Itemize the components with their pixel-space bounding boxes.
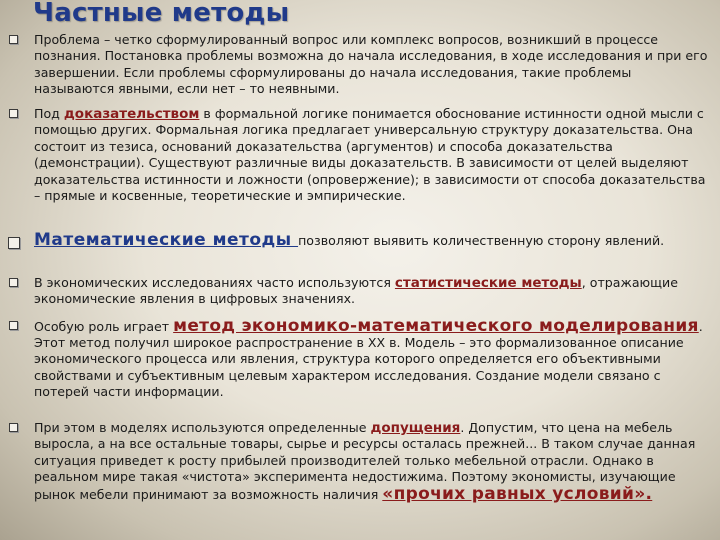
bullet-modeling xyxy=(34,318,710,400)
term-ceteris-paribus: «прочих равных условий». xyxy=(382,483,653,504)
term-assumptions: допущения xyxy=(370,420,461,436)
bullet-marker-icon xyxy=(8,237,20,249)
bullet-statistics xyxy=(34,275,710,308)
term-math-methods: Математические методы xyxy=(34,230,299,250)
bullet-text-post: . Этот метод получил широкое распространение в XX в. Модель – это формализованное описание экономического процесса или явления, структура которого определяется его объективными свойствами и субъективным целевым характером исследования. Создание модели связано с потерей части информации. xyxy=(34,319,703,399)
bullet-marker-icon xyxy=(9,321,18,330)
bullet-marker-icon xyxy=(9,278,18,287)
bullet-marker-icon xyxy=(9,109,18,118)
bullet-text-mid: . Допустим, что цена на мебель выросла, а на все остальные товары, сырье и ресурсы осталась прежней... В таком случае данная ситуация приведет к росту прибылей производителей только мебельной отрасли. Однако в реальном мире такая «чистота» эксперимента недостижима. Поэтому экономисты, изучающие рынок мебели принимают за возможность наличия xyxy=(34,420,696,502)
bullet-proof xyxy=(34,106,710,204)
bullet-text-post: позволяют выявить количественную сторону явлений. xyxy=(298,233,665,248)
slide-title: Частные методы xyxy=(33,0,290,28)
bullet-assumptions xyxy=(34,420,710,503)
bullet-text-pre: Под xyxy=(34,106,64,121)
term-modeling: метод экономико-математического моделирования xyxy=(173,316,699,336)
bullet-problem xyxy=(34,32,710,98)
bullet-marker-icon xyxy=(9,423,18,432)
bullet-marker-icon xyxy=(9,35,18,44)
bullet-text-post: в формальной логике понимается обоснование истинности одной мысли с помощью других. Формальная логика предлагает универсальную структуру доказательства. Она состоит из тезиса, оснований доказательства (аргументов) и способа доказательства (демонстрации). Существуют различные виды доказательств. В зависимости от целей выделяют доказательства истинности и ложности (опровержение); в зависимости от способа доказательства – прямые и косвенные, теоретические и эмпирические. xyxy=(34,106,706,204)
bullet-text-pre: В экономических исследованиях часто используются xyxy=(34,275,395,290)
bullet-text-pre: При этом в моделях используются определенные xyxy=(34,420,371,435)
term-statistics: статистические методы xyxy=(394,275,582,291)
bullet-text-pre: Особую роль играет xyxy=(34,319,174,334)
bullet-text: Проблема – четко сформулированный вопрос или комплекс вопросов, возникший в процессе познания. Постановка проблемы возможна до начала исследования, в ходе исследования и при его завершении. Если проблемы сформулированы до начала исследования, такие проблемы называются явными, если нет – то неявными. xyxy=(34,32,708,97)
bullet-text-post: , отражающие экономические явления в цифровых значениях. xyxy=(34,275,678,307)
bullet-math-methods xyxy=(34,232,710,249)
term-proof: доказательством xyxy=(63,106,200,122)
